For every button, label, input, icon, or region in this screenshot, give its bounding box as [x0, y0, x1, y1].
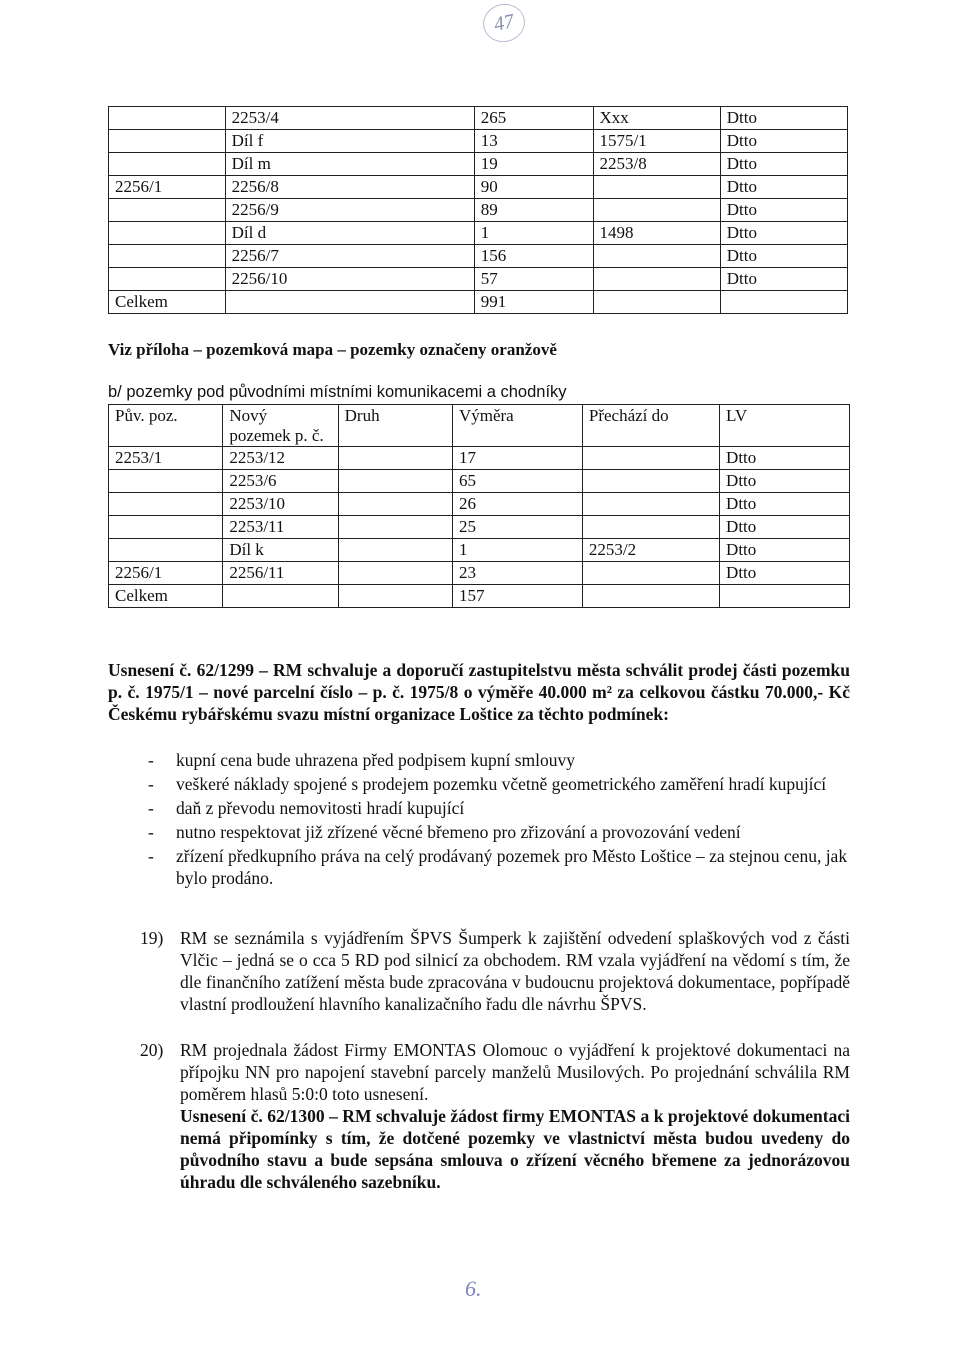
table-row	[109, 539, 850, 562]
table-cell: Dtto	[720, 107, 847, 130]
list-item: - kupní cena bude uhrazena před podpisem kupní smlouvy	[148, 749, 848, 771]
table-cell: Dtto	[720, 153, 847, 176]
header-cell: Pův. poz.	[109, 405, 223, 447]
table-cell	[338, 585, 452, 608]
table-cell	[338, 447, 452, 470]
table-cell: Dtto	[720, 268, 847, 291]
table-cell	[338, 516, 452, 539]
table-cell	[109, 107, 226, 130]
table-cell: 23	[452, 562, 582, 585]
table-cell	[338, 470, 452, 493]
table-cell	[338, 539, 452, 562]
table-cell: 265	[474, 107, 593, 130]
table-row	[109, 493, 850, 516]
header-cell: LV	[720, 405, 850, 447]
table-cell: 2253/2	[582, 539, 719, 562]
table-cell: 2256/1	[109, 176, 226, 199]
table-cell: 156	[474, 245, 593, 268]
point-text: RM projednala žádost Firmy EMONTAS Olomouc o vyjádření k projektové dokumentaci na přípojku NN pro napojení stavební parcely manželů Musilových. Po projednání schválila RM poměrem hlasů 5:0:0 toto usnesení.	[180, 1040, 850, 1104]
table-row	[109, 268, 848, 291]
table-cell	[582, 516, 719, 539]
agenda-point-19	[140, 927, 850, 1015]
table-cell	[109, 493, 223, 516]
table-row	[109, 176, 848, 199]
table-cell	[109, 130, 226, 153]
table-cell	[109, 222, 226, 245]
table-cell: 26	[452, 493, 582, 516]
table-row	[109, 222, 848, 245]
table-cell: 25	[452, 516, 582, 539]
header-cell: Přechází do	[582, 405, 719, 447]
table-cell: 991	[474, 291, 593, 314]
table-cell	[109, 245, 226, 268]
table-cell: 1	[452, 539, 582, 562]
table-header-row	[109, 405, 850, 447]
land-table-a	[108, 106, 848, 314]
table-cell: Dtto	[720, 130, 847, 153]
table-cell	[109, 470, 223, 493]
table-cell	[582, 562, 719, 585]
header-cell: Druh	[338, 405, 452, 447]
table-cell: 2253/12	[223, 447, 338, 470]
table-row	[109, 153, 848, 176]
header-cell: Nový pozemek p. č.	[223, 405, 338, 447]
list-item: - daň z převodu nemovitosti hradí kupující	[148, 797, 848, 819]
table-cell	[582, 493, 719, 516]
table-cell	[109, 516, 223, 539]
table-row	[109, 470, 850, 493]
table-row	[109, 245, 848, 268]
table-cell: 2256/1	[109, 562, 223, 585]
table-cell	[593, 199, 720, 222]
table-cell	[593, 176, 720, 199]
table-cell	[225, 291, 474, 314]
table-cell	[109, 539, 223, 562]
table-cell: Dtto	[720, 516, 850, 539]
table-row	[109, 130, 848, 153]
table-cell	[582, 470, 719, 493]
land-table-b	[108, 404, 850, 608]
point-number: 19)	[140, 928, 164, 948]
table-cell: 2256/10	[225, 268, 474, 291]
table-cell: 2253/1	[109, 447, 223, 470]
table-cell: 2253/11	[223, 516, 338, 539]
table-row	[109, 291, 848, 314]
table-cell: 19	[474, 153, 593, 176]
agenda-point-20	[140, 1039, 850, 1193]
table-cell: Díl m	[225, 153, 474, 176]
table-row	[109, 585, 850, 608]
table-row	[109, 107, 848, 130]
table-cell: 2256/8	[225, 176, 474, 199]
table-cell: 1	[474, 222, 593, 245]
table-cell: Dtto	[720, 562, 850, 585]
list-item: - nutno respektovat již zřízené věcné břemeno pro zřizování a provozování vedení	[148, 821, 848, 843]
point-text: RM se seznámila s vyjádřením ŠPVS Šumperk k zajištění odvedení splaškových vod z části Vlčic – jedná se o cca 5 RD pod silnicí za obchodem. RM vzala vyjádření na vědomí s tím, že dle finančního zatížení města bude zpracována v budoucnu projektová dokumentace, popřípadě vlastní prodloužení hlavního kanalizačního řadu dle návrhu ŠPVS.	[180, 928, 850, 1014]
table-cell: 89	[474, 199, 593, 222]
table-cell: Dtto	[720, 493, 850, 516]
table-cell	[582, 447, 719, 470]
table-row	[109, 562, 850, 585]
page-number-handwritten: 6.	[465, 1276, 482, 1301]
table-cell: Dtto	[720, 539, 850, 562]
table-cell	[223, 585, 338, 608]
page-number-stamp: 47	[480, 0, 529, 46]
table-cell: Celkem	[109, 291, 226, 314]
table-cell: 2253/10	[223, 493, 338, 516]
list-item: - veškeré náklady spojené s prodejem pozemku včetně geometrického zaměření hradí kupující	[148, 773, 848, 795]
table-cell: Dtto	[720, 245, 847, 268]
section-subtitle: b/ pozemky pod původními místními komunikacemi a chodníky	[108, 383, 567, 401]
table-cell: Dtto	[720, 176, 847, 199]
table-row	[109, 447, 850, 470]
table-cell: Díl k	[223, 539, 338, 562]
table-row	[109, 516, 850, 539]
table-cell	[109, 199, 226, 222]
table-cell: Celkem	[109, 585, 223, 608]
table-cell: 2256/11	[223, 562, 338, 585]
resolution-62-1300: Usnesení č. 62/1300 – RM schvaluje žádost firmy EMONTAS a k projektové dokumentaci nemá připomínky s tím, že dotčené pozemky ve vlastnictví města budou uvedeny do původního stavu a bude sepsána smlouva o zřízení věcného břemene za jednorázovou úhradu dle schváleného sazebníku.	[180, 1106, 850, 1192]
table-cell: Dtto	[720, 447, 850, 470]
table-cell	[109, 268, 226, 291]
table-cell: 2256/9	[225, 199, 474, 222]
resolution-62-1299: Usnesení č. 62/1299 – RM schvaluje a doporučí zastupitelstvu města schválit prodej části pozemku p. č. 1975/1 – nové parcelní číslo – p. č. 1975/8 o výměře 40.000 m² za celkovou částku 70.000,- Kč Českému rybářskému svazu místní organizace Loštice za těchto podmínek:	[108, 660, 850, 724]
table-cell: 90	[474, 176, 593, 199]
table-cell: 65	[452, 470, 582, 493]
point-number: 20)	[140, 1040, 164, 1060]
table-cell: Díl f	[225, 130, 474, 153]
table-cell	[593, 245, 720, 268]
table-row	[109, 199, 848, 222]
table-cell: 2253/6	[223, 470, 338, 493]
list-item: - zřízení předkupního práva na celý prodávaný pozemek pro Město Loštice – za stejnou cenu, jak bylo prodáno.	[148, 845, 848, 889]
table-cell	[582, 585, 719, 608]
table-cell: 57	[474, 268, 593, 291]
table-cell: 2256/7	[225, 245, 474, 268]
table-cell	[720, 291, 847, 314]
table-cell	[593, 268, 720, 291]
table-cell: Dtto	[720, 222, 847, 245]
table-cell: 2253/4	[225, 107, 474, 130]
table-cell	[338, 493, 452, 516]
table-cell: Díl d	[225, 222, 474, 245]
table-cell: 13	[474, 130, 593, 153]
conditions-list	[148, 749, 848, 891]
table-cell: Dtto	[720, 199, 847, 222]
table-cell: Dtto	[720, 470, 850, 493]
table-cell	[338, 562, 452, 585]
map-attachment-note: Viz příloha – pozemková mapa – pozemky označeny oranžově	[108, 340, 557, 359]
table-cell: 1498	[593, 222, 720, 245]
header-cell: Výměra	[452, 405, 582, 447]
table-cell	[720, 585, 850, 608]
table-cell: 157	[452, 585, 582, 608]
table-cell	[109, 153, 226, 176]
table-cell	[593, 291, 720, 314]
table-cell: 1575/1	[593, 130, 720, 153]
table-cell: 17	[452, 447, 582, 470]
table-cell: 2253/8	[593, 153, 720, 176]
table-cell: Xxx	[593, 107, 720, 130]
